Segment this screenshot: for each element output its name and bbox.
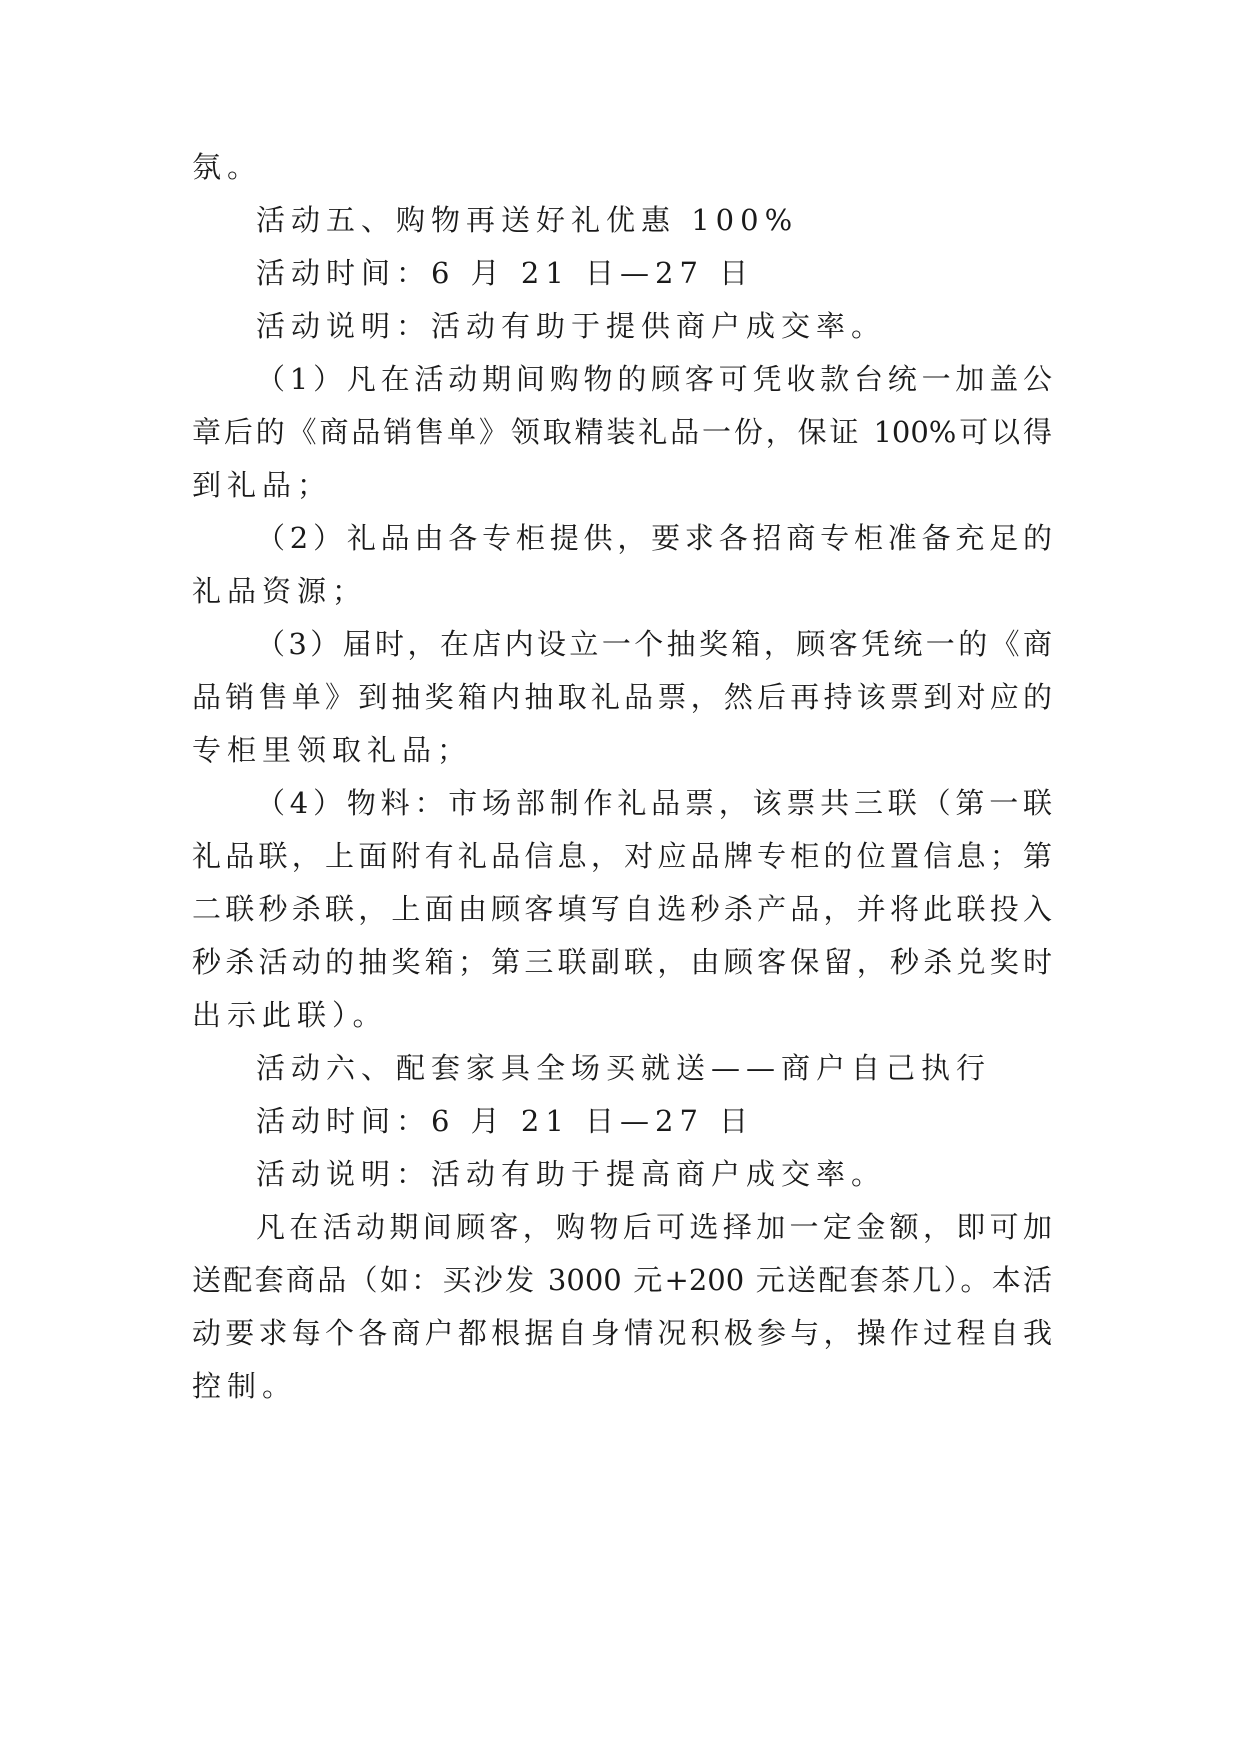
- paragraph-line: 凡在活动期间顾客，购物后可选择加一定金额，即可加: [256, 1210, 1052, 1244]
- paragraph-line: 控制。: [192, 1369, 298, 1403]
- paragraph-line: 出示此联）。: [192, 998, 388, 1032]
- section-heading: 活动六、配套家具全场买就送——商户自己执行: [256, 1051, 992, 1085]
- paragraph-line: 礼品联，上面附有礼品信息，对应品牌专柜的位置信息；第: [192, 839, 1052, 873]
- paragraph-line: 礼品资源；: [192, 574, 368, 608]
- paragraph-line: 活动时间：6 月 21 日—27 日: [256, 256, 755, 290]
- paragraph-line: （3）届时，在店内设立一个抽奖箱，顾客凭统一的《商: [256, 627, 1052, 661]
- paragraph-line: 章后的《商品销售单》领取精装礼品一份，保证 100%可以得: [192, 415, 1052, 449]
- paragraph-line: 专柜里领取礼品；: [192, 733, 473, 767]
- section-heading: 活动五、购物再送好礼优惠 100%: [256, 203, 799, 237]
- paragraph-line: 送配套商品（如：买沙发 3000 元+200 元送配套茶几）。本活: [192, 1263, 1053, 1297]
- paragraph-line: 活动时间：6 月 21 日—27 日: [256, 1104, 755, 1138]
- paragraph-line: （4）物料：市场部制作礼品票，该票共三联（第一联: [256, 786, 1052, 820]
- paragraph-line: 秒杀活动的抽奖箱；第三联副联，由顾客保留，秒杀兑奖时: [192, 945, 1052, 979]
- paragraph-line: （1）凡在活动期间购物的顾客可凭收款台统一加盖公: [256, 362, 1052, 396]
- paragraph-line: 到礼品；: [192, 468, 333, 502]
- paragraph-line: 氛。: [192, 150, 263, 184]
- paragraph-line: 动要求每个各商户都根据自身情况积极参与，操作过程自我: [192, 1316, 1052, 1350]
- paragraph-line: 二联秒杀联，上面由顾客填写自选秒杀产品，并将此联投入: [192, 892, 1052, 926]
- paragraph-line: 活动说明：活动有助于提供商户成交率。: [256, 309, 887, 343]
- paragraph-line: 活动说明：活动有助于提高商户成交率。: [256, 1157, 887, 1191]
- paragraph-line: 品销售单》到抽奖箱内抽取礼品票，然后再持该票到对应的: [192, 680, 1052, 714]
- paragraph-line: （2）礼品由各专柜提供，要求各招商专柜准备充足的: [256, 521, 1052, 555]
